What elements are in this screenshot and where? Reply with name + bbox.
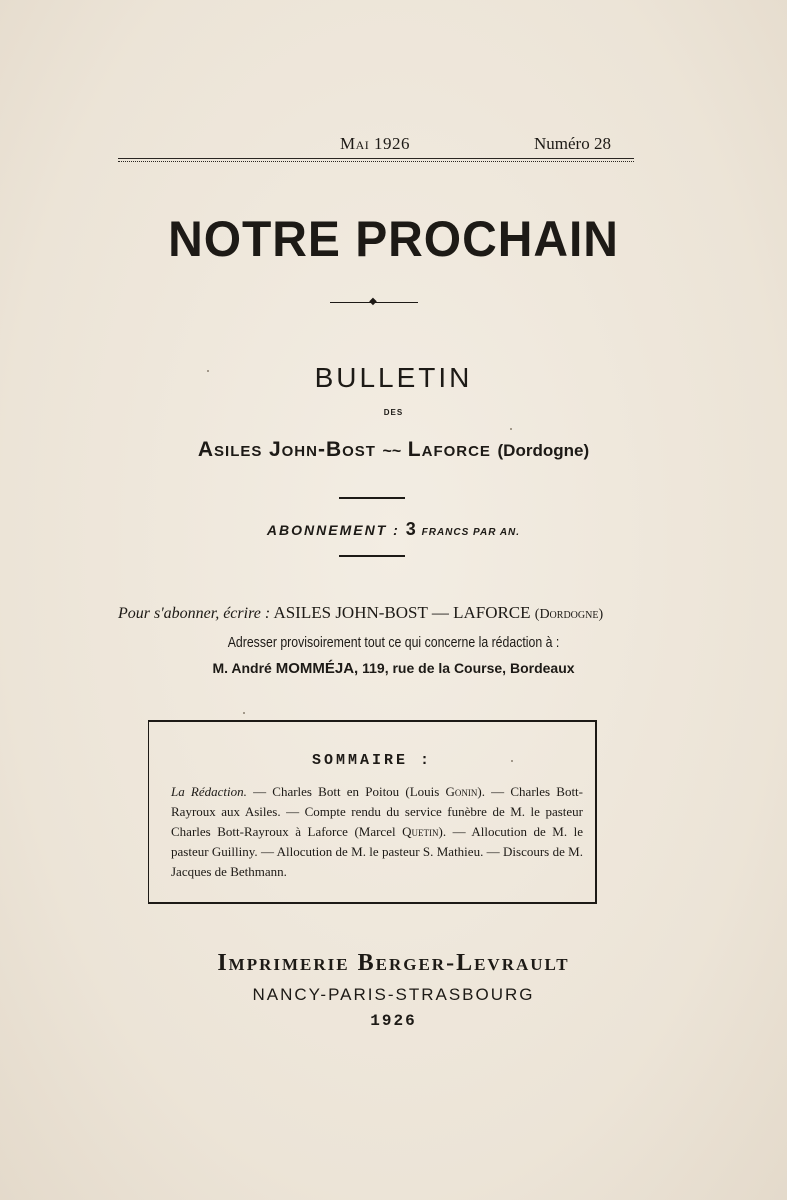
issue-number: Numéro 28 (534, 134, 611, 153)
printer-cities: NANCY-PARIS-STRASBOURG (252, 985, 535, 1004)
printer-name-1: Imprimerie (217, 950, 350, 976)
divider-bottom (339, 555, 405, 557)
page-title: NOTRE PROCHAIN (168, 211, 619, 267)
contact-name: MOMMÉJA, (275, 660, 359, 677)
subscription-amount: 3 (405, 519, 416, 539)
subscribe-address: ASILES JOHN-BOST — LAFORCE (273, 603, 531, 622)
redaction-notice: Adresser provisoirement tout ce qui concerne la rédaction à : (227, 634, 560, 651)
header-rule (118, 158, 634, 159)
contact-prefix: M. André (212, 660, 276, 676)
institution-john-bost: John-Bost (268, 438, 376, 461)
sommaire-part2: ). — Charles Bott-Rayroux aux Asiles. — Compte rendu du service funèbre de M. le pasteur Charles Bott-Rayroux à Laforce (Marcel (171, 784, 583, 839)
paper-speck (511, 760, 513, 762)
institution-line (0, 438, 787, 462)
institution-asiles: Asiles (197, 438, 263, 461)
subscribe-instructions (118, 603, 603, 623)
subscribe-label: Pour s'abonner, écrire : (118, 605, 271, 622)
subscribe-dordogne: (Dordogne) (534, 607, 604, 622)
paper-speck (207, 370, 209, 372)
bulletin-heading: BULLETIN (314, 362, 473, 393)
issue-date (340, 134, 410, 154)
issue-month: Mai (340, 134, 370, 153)
sommaire-author1: Gonin (445, 784, 478, 799)
header-rule-dotted (118, 161, 634, 162)
printer-name-2: Berger-Levrault (357, 950, 570, 976)
subscription-label: ABONNEMENT : (266, 522, 400, 538)
divider-top (339, 497, 405, 499)
sommaire-lead: La Rédaction. (171, 784, 247, 799)
institution-laforce: Laforce (407, 438, 491, 461)
sommaire-title: SOMMAIRE : (311, 752, 432, 769)
sommaire-text (171, 782, 583, 882)
subscription-unit: FRANCS PAR AN. (421, 527, 521, 538)
print-year: 1926 (370, 1012, 417, 1030)
ornament-diamond-icon: ◆ (369, 296, 377, 307)
redaction-contact (0, 660, 787, 677)
institution-dash: ~~ (382, 443, 402, 460)
institution-dordogne: (Dordogne) (497, 441, 590, 460)
paper-speck (510, 428, 512, 430)
issue-year: 1926 (374, 134, 411, 153)
sommaire-part3: ). — Allocution de M. le pasteur Guilliny. — Allocution de M. le pasteur S. Mathieu. — Discours de M. Jacques de Bethmann. (171, 824, 583, 879)
sommaire-part1: — Charles Bott en Poitou (Louis (246, 784, 446, 799)
subscription-line (0, 519, 787, 540)
sommaire-box (148, 720, 597, 904)
sommaire-author2: Quetin (402, 824, 439, 839)
des-label: DES (383, 408, 404, 417)
paper-speck (243, 712, 245, 714)
printer-name (0, 950, 787, 977)
contact-address: 119, rue de la Course, Bordeaux (358, 660, 575, 676)
